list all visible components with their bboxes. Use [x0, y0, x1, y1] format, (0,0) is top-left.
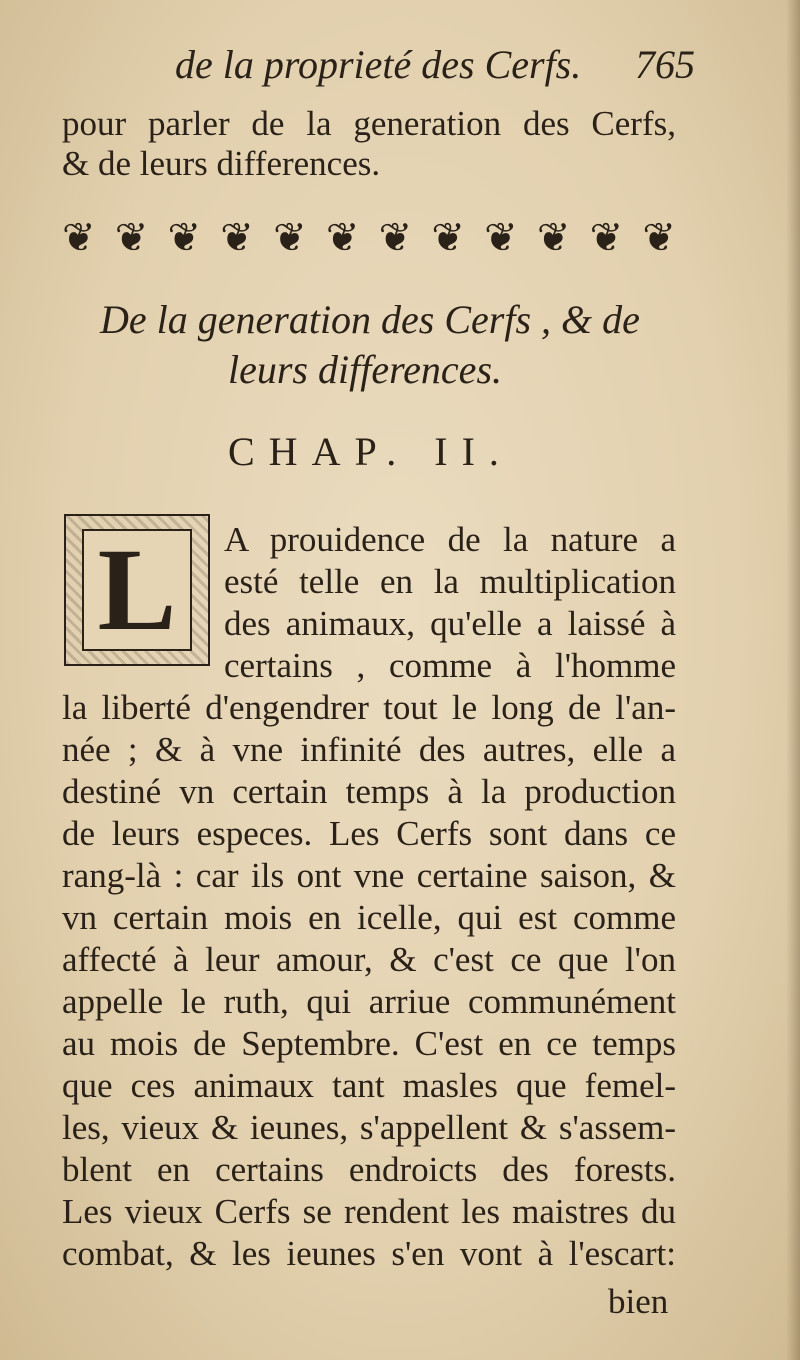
- text-line: affecté à leur amour, & c'est ce que l'on: [62, 940, 676, 979]
- page-number: 765: [635, 42, 695, 87]
- fleuron-ornament-icon: ❦: [378, 215, 413, 261]
- text-line: la liberté d'engendrer tout le long de l'an-: [62, 688, 676, 727]
- text-line: vn certain mois en icelle, qui est comme: [62, 898, 676, 937]
- fleuron-ornament-icon: ❦: [484, 215, 518, 261]
- running-header: [175, 40, 695, 90]
- running-title: de la proprieté des Cerfs.: [175, 42, 582, 87]
- fleuron-ornament-icon: ❦: [273, 215, 307, 261]
- fleuron-ornament-icon: ❦: [62, 215, 96, 261]
- text-line: destiné vn certain temps à la production: [62, 772, 676, 811]
- fleuron-ornament-icon: ❦: [642, 215, 676, 261]
- text-line: des animaux, qu'elle a laissé à: [224, 604, 676, 643]
- fleuron-ornament-icon: ❦: [431, 215, 465, 261]
- text-line: appelle le ruth, qui arriue communément: [62, 982, 676, 1021]
- fleuron-ornament-icon: ❦: [589, 215, 624, 261]
- chapter-title-line-1: De la generation des Cerfs , & de: [100, 297, 640, 342]
- chapter-heading: CHAP. II.: [228, 429, 513, 474]
- text-line: les, vieux & ieunes, s'appellent & s'assem-: [62, 1108, 676, 1147]
- fleuron-ornament-icon: ❦: [536, 215, 571, 261]
- chapter-title-line-2: leurs differences.: [228, 347, 503, 392]
- text-line: combat, & les ieunes s'en vont à l'escart:: [62, 1234, 676, 1273]
- fleuron-ornament-icon: ❦: [114, 215, 149, 261]
- text-line: certains , comme à l'homme: [224, 646, 676, 685]
- fleuron-band: [62, 208, 676, 268]
- text-line: de leurs especes. Les Cerfs sont dans ce: [62, 814, 676, 853]
- text-line: rang-là : car ils ont vne certaine saison, &: [62, 856, 676, 895]
- text-line: & de leurs differences.: [62, 144, 381, 183]
- fleuron-ornament-icon: ❦: [325, 215, 360, 261]
- text-line: esté telle en la multiplication: [224, 562, 676, 601]
- page-edge-shadow: [786, 0, 800, 1360]
- text-line: que ces animaux tant masles que femel-: [62, 1066, 676, 1105]
- text-line: blent en certains endroicts des forests.: [62, 1150, 676, 1189]
- fleuron-ornament-icon: ❦: [167, 215, 202, 261]
- text-line: pour parler de la generation des Cerfs,: [62, 104, 676, 143]
- initial-letter: L: [82, 529, 193, 651]
- decorated-initial: [64, 514, 210, 666]
- catchword: bien: [608, 1282, 669, 1321]
- text-line: née ; & à vne infinité des autres, elle a: [62, 730, 676, 769]
- text-line: au mois de Septembre. C'est en ce temps: [62, 1024, 676, 1063]
- text-line: Les vieux Cerfs se rendent les maistres du: [62, 1192, 676, 1231]
- fleuron-ornament-icon: ❦: [220, 215, 254, 261]
- text-line: A prouidence de la nature a: [224, 520, 676, 559]
